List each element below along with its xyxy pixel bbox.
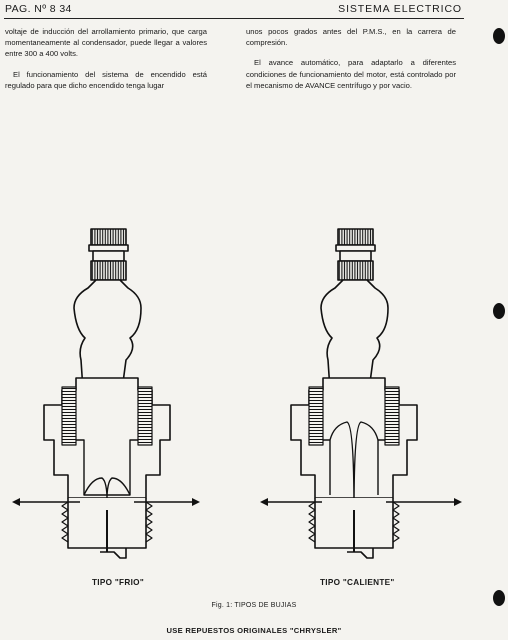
cold-plug-label: TIPO "FRIO"	[92, 578, 145, 587]
terminal-collar	[89, 245, 128, 251]
paragraph: El avance automático, para adaptarlo a diferentes condiciones de funcionamiento del motor, está controlado por el mecanismo de AVANCE centrífugo y por vacio.	[246, 58, 456, 90]
section-title: SISTEMA ELECTRICO	[338, 3, 462, 15]
spark-plug-illustration	[0, 210, 508, 570]
page-footer: USE REPUESTOS ORIGINALES "CHRYSLER"	[166, 626, 342, 635]
hot-spark-plug	[262, 229, 460, 558]
terminal-ribs	[91, 261, 126, 280]
text-column-right	[246, 26, 456, 100]
page-number: PAG. Nº 8 34	[5, 3, 72, 15]
paragraph: voltaje de inducción del arrollamiento primario, que carga momentaneamente al condensador, puede llegar a valores entre 300 a 400 volts.	[5, 27, 207, 59]
figure-caption: Fig. 1: TIPOS DE BUJIAS	[211, 602, 297, 609]
hot-plug-label: TIPO "CALIENTE"	[320, 578, 395, 587]
paragraph: El funcionamiento del sistema de encendido está regulado para que dicho encendido tenga lugar	[5, 69, 207, 90]
header-rule	[4, 18, 464, 19]
text-column-left	[5, 26, 207, 100]
binder-hole	[493, 28, 505, 44]
cold-spark-plug	[14, 229, 198, 558]
insulator	[74, 280, 141, 390]
terminal-nut	[91, 229, 126, 245]
paragraph: unos pocos grados antes del P.M.S., en la carrera de compresión.	[246, 27, 456, 48]
